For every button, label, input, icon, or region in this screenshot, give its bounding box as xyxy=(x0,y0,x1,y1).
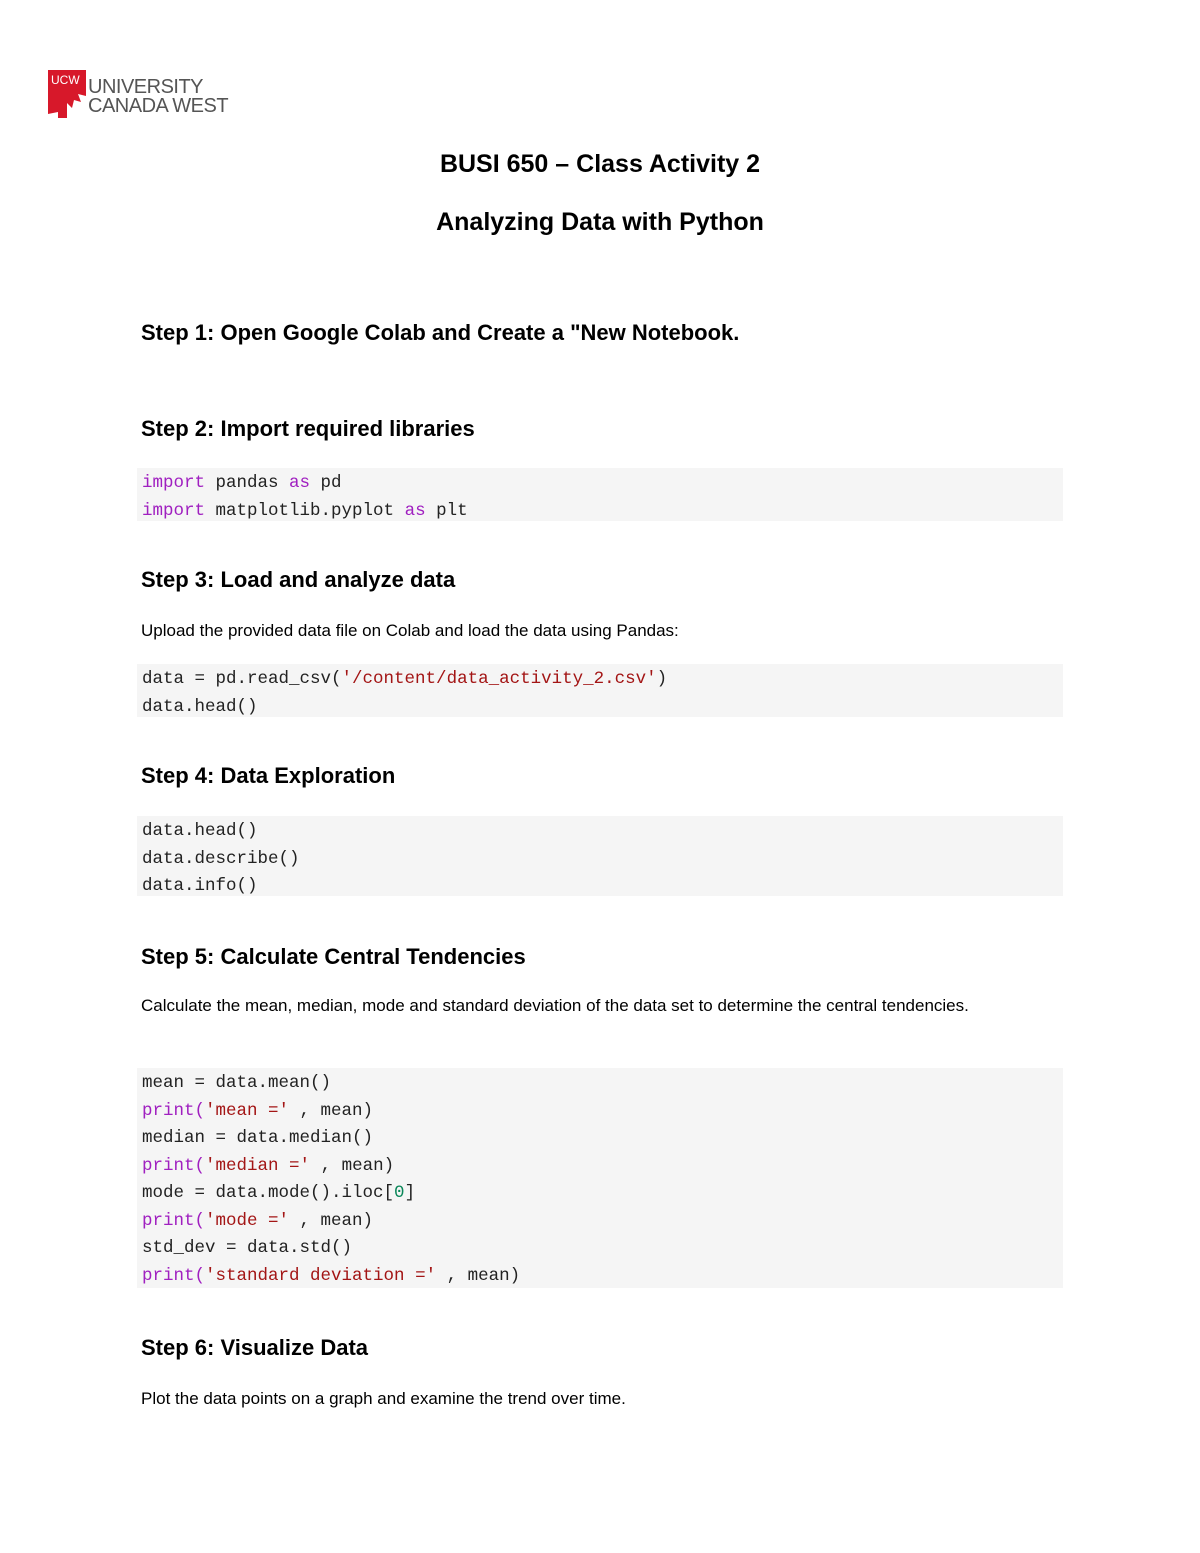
code-line: data.describe() xyxy=(142,848,300,869)
step-1-heading: Step 1: Open Google Colab and Create a "New Notebook. xyxy=(141,320,740,345)
code-function: print xyxy=(142,1210,195,1231)
code-line xyxy=(142,498,1063,526)
ucw-maple-leaf-logo-icon xyxy=(48,70,86,118)
code-text: ] xyxy=(404,1183,416,1203)
step-3-text: Upload the provided data file on Colab and load the data using Pandas: xyxy=(141,621,679,640)
code-text: pandas xyxy=(205,473,290,493)
code-line xyxy=(142,666,1063,694)
svg-text:UCW: UCW xyxy=(51,73,80,87)
code-paren: ( xyxy=(194,1155,206,1176)
code-text: data = pd.read_csv( xyxy=(142,669,342,689)
code-line: median = data.median() xyxy=(142,1128,374,1148)
code-line xyxy=(142,1098,1063,1126)
code-line: data.info() xyxy=(142,876,258,896)
document-subtitle: Analyzing Data with Python xyxy=(436,208,764,236)
code-line xyxy=(142,1263,1063,1291)
code-text: mode = data.mode().iloc[ xyxy=(142,1183,395,1203)
logo-wordmark xyxy=(88,78,228,116)
document-title: BUSI 650 – Class Activity 2 xyxy=(439,150,761,178)
code-line xyxy=(142,1180,1063,1208)
code-line xyxy=(142,470,1063,498)
step-4-code-block xyxy=(137,816,1063,896)
code-paren: ( xyxy=(194,1210,206,1231)
code-text: plt xyxy=(425,500,468,521)
code-text: , mean) xyxy=(289,1210,374,1231)
step-3-code-block xyxy=(137,664,1063,717)
code-keyword: as xyxy=(289,473,311,493)
code-string: 'mode =' xyxy=(205,1210,290,1231)
code-text: matplotlib.pyplot xyxy=(205,500,405,521)
code-function: print xyxy=(142,1155,195,1176)
code-keyword: as xyxy=(404,500,426,521)
step-4-heading: Step 4: Data Exploration xyxy=(141,763,396,788)
code-paren: ( xyxy=(194,1265,206,1286)
code-function: print xyxy=(142,1265,195,1286)
step-5-code-block xyxy=(137,1068,1063,1288)
code-text: , mean) xyxy=(436,1265,521,1286)
code-line: std_dev = data.std() xyxy=(142,1238,353,1258)
code-line: data.head() xyxy=(142,821,258,841)
code-string: '/content/data_activity_2.csv' xyxy=(341,669,657,689)
code-function: print xyxy=(142,1100,195,1121)
step-5-heading: Step 5: Calculate Central Tendencies xyxy=(141,944,526,969)
code-text: , mean) xyxy=(310,1155,395,1176)
code-text: , mean) xyxy=(289,1100,374,1121)
code-keyword: import xyxy=(142,500,206,521)
code-string: 'mean =' xyxy=(205,1100,290,1121)
code-string: 'standard deviation =' xyxy=(205,1265,437,1286)
code-text: pd xyxy=(310,473,342,493)
step-6-text: Plot the data points on a graph and examine the trend over time. xyxy=(141,1389,626,1408)
ucw-logo xyxy=(48,70,248,120)
code-line xyxy=(142,1208,1063,1236)
code-text: ) xyxy=(656,669,668,689)
logo-line-canada-west: CANADA WEST xyxy=(88,95,229,117)
step-2-heading: Step 2: Import required libraries xyxy=(141,416,475,441)
step-3-heading: Step 3: Load and analyze data xyxy=(141,567,456,592)
code-line: data.head() xyxy=(142,696,258,717)
step-5-text: Calculate the mean, median, mode and standard deviation of the data set to determine the central tendencies. xyxy=(141,996,969,1015)
code-keyword: import xyxy=(142,473,206,493)
code-number: 0 xyxy=(394,1183,405,1203)
step-6-heading: Step 6: Visualize Data xyxy=(141,1335,369,1360)
logo-line-university: UNIVERSITY xyxy=(88,76,204,98)
step-2-code-block xyxy=(137,468,1063,521)
code-line: mean = data.mean() xyxy=(142,1073,332,1093)
code-line xyxy=(142,1153,1063,1181)
code-paren: ( xyxy=(194,1100,206,1121)
code-string: 'median =' xyxy=(205,1155,311,1176)
